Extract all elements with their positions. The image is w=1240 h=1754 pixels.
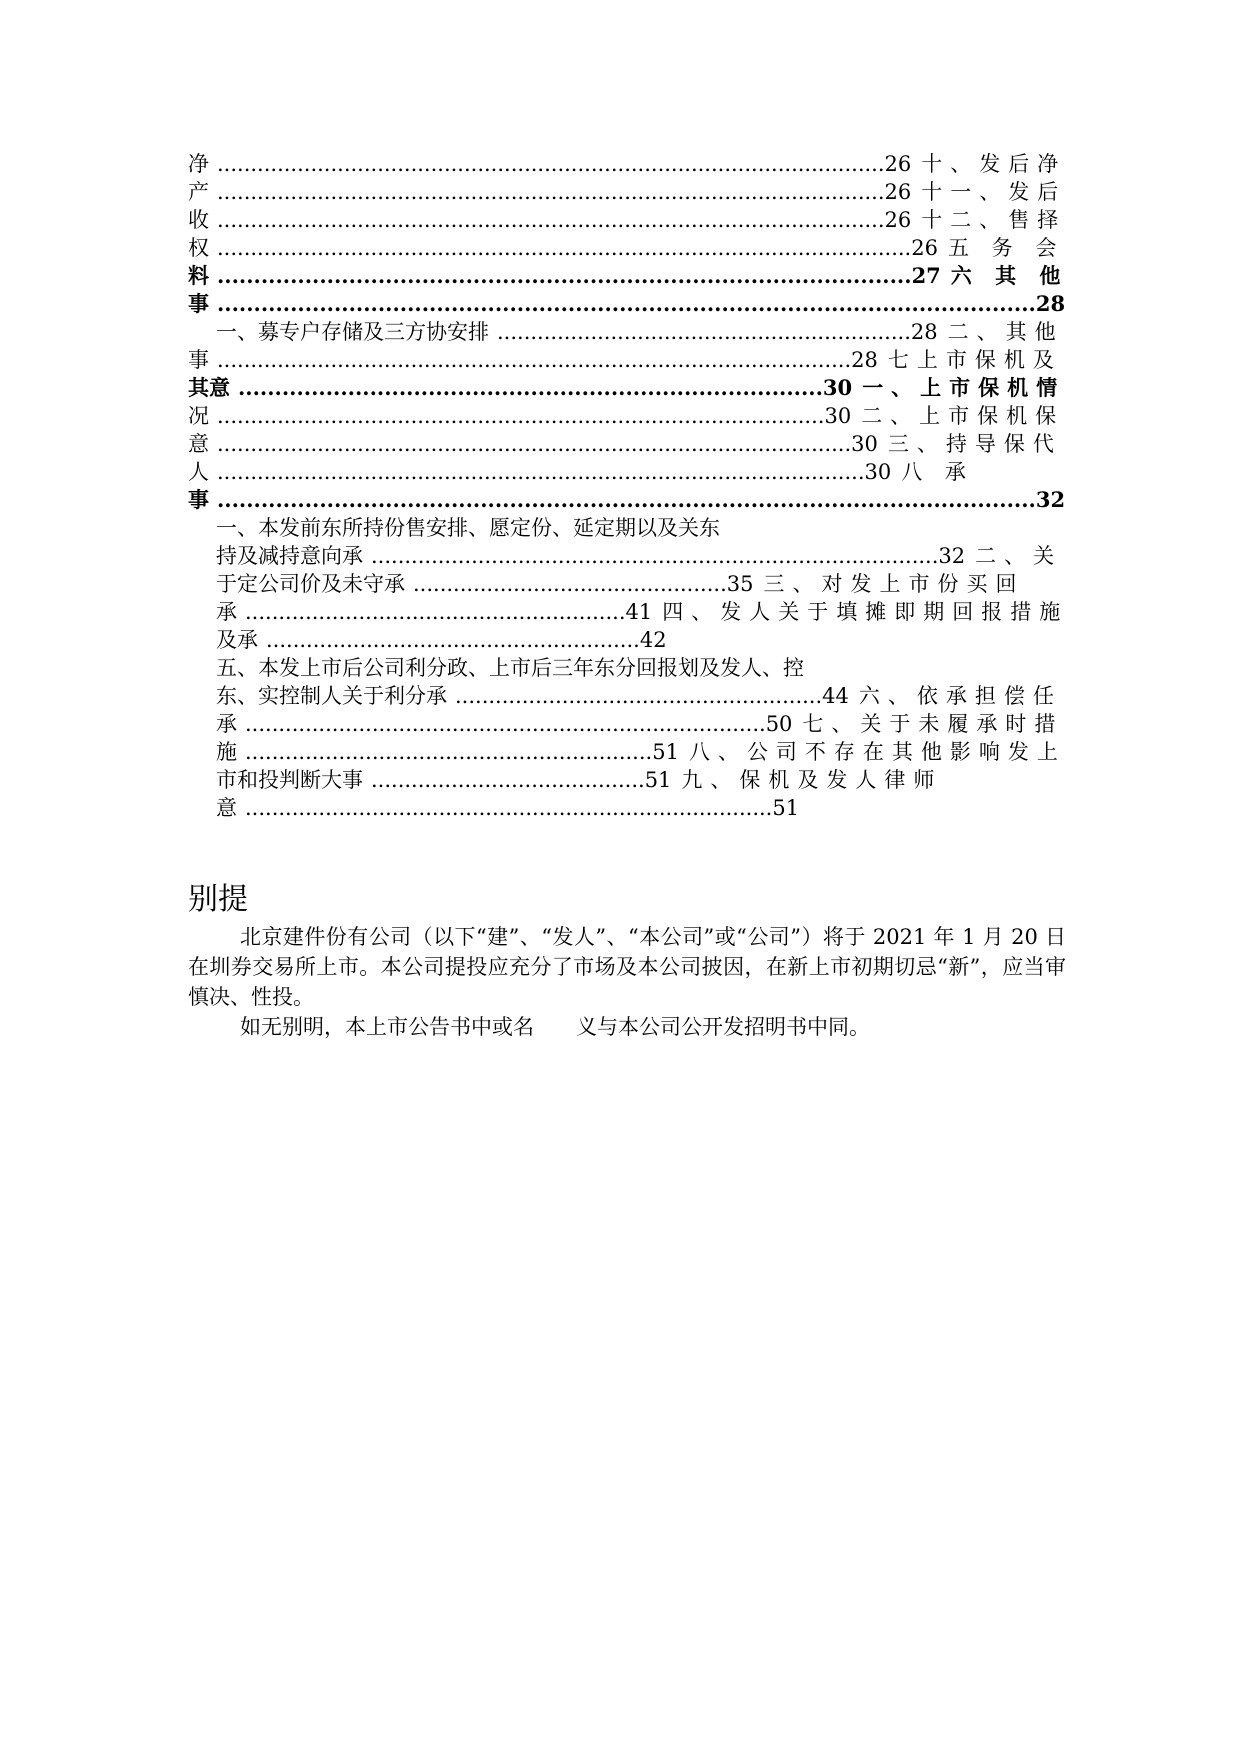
toc-row[interactable] — [216, 682, 1068, 710]
toc-row[interactable] — [188, 374, 1068, 402]
toc-page-number: 26 — [884, 152, 912, 176]
toc-next-entry: 十二、售择 — [921, 208, 1067, 232]
toc-entry-title: 产 — [188, 180, 209, 204]
toc-leader: ......................................................... — [245, 600, 626, 624]
toc-leader: .................................................................................................... — [217, 180, 885, 204]
toc-page-number: 32 — [1035, 487, 1066, 512]
toc-page-number: 26 — [884, 208, 912, 232]
toc-next-entry: 六、依承担偿任 — [858, 684, 1062, 708]
toc-leader: ............................................................. — [245, 740, 653, 764]
toc-next-entry: 三、持导保代 — [887, 432, 1062, 456]
notice-heading: 别提 — [188, 882, 248, 917]
toc-entry-title: 五、本发上市后公司利分政、上市后三年东分回报划及发人、控 — [216, 656, 804, 680]
toc-page-number: 44 — [822, 684, 849, 708]
toc-entry-title: 况 — [188, 404, 209, 428]
toc-leader: ................................................................................................................ — [217, 487, 1036, 512]
toc-next-entry: 八 承 — [901, 460, 974, 484]
toc-row[interactable] — [188, 178, 1068, 206]
toc-entry-title: 意 — [216, 796, 237, 820]
toc-page-number: 51 — [652, 740, 679, 764]
toc-next-entry: 六 其 他 — [950, 263, 1069, 288]
toc-entry-title: 权 — [188, 236, 209, 260]
toc-leader: ............................................................................................... — [217, 263, 912, 288]
toc-entry-title: 料 — [188, 263, 209, 288]
notice-paragraph-2: 如无别明，本上市公告书中或名 义与本公司公开发招明书中同。 — [240, 1015, 870, 1039]
toc-entry-title: 一、募专户存储及三方协安排 — [216, 320, 489, 344]
toc-next-entry: 十、发后净 — [921, 152, 1067, 176]
toc-page-number: 26 — [884, 180, 912, 204]
toc-page-number: 32 — [938, 544, 966, 568]
toc-next-entry: 一、上市保机情 — [862, 375, 1066, 400]
toc-entry-title: 施 — [216, 740, 237, 764]
toc-leader: ........................................................................................... — [217, 404, 825, 428]
toc-row[interactable] — [188, 150, 1068, 178]
toc-leader: .............................................................. — [497, 320, 911, 344]
toc-row[interactable] — [216, 598, 1068, 626]
toc-row[interactable] — [188, 206, 1068, 234]
toc-page-number: 30 — [822, 375, 853, 400]
toc-row[interactable] — [188, 290, 1068, 318]
toc-entry-title: 东、实控制人关于利分承 — [216, 684, 447, 708]
toc-leader: ................................................................................ — [238, 375, 823, 400]
toc-next-entry: 二、其他 — [947, 320, 1064, 344]
toc-leader: ............................................................................................... — [217, 432, 852, 456]
toc-next-entry: 十一、发后 — [921, 180, 1067, 204]
toc-row[interactable] — [216, 626, 1068, 654]
toc-row[interactable] — [216, 794, 1068, 822]
toc-row[interactable] — [188, 262, 1068, 290]
toc-entry-title: 事 — [188, 487, 209, 512]
toc-entry-title: 收 — [188, 208, 209, 232]
notice-paragraph-1: 北京建件份有公司（以下“建”、“发人”、“本公司”或“公司”）将于 2021 年 1 月 20 日在圳券交易所上市。本公司提投应充分了市场及本公司披因，在新上市初期切忌“新”，应当审慎决、性投。 — [188, 925, 1066, 1009]
toc-page-number: 41 — [625, 600, 653, 624]
toc-leader: ............................................................................... — [245, 796, 773, 820]
toc-entry-title: 一、本发前东所持份售安排、愿定份、延定期以及关东 — [216, 516, 720, 540]
toc-leader: ................................................................................................. — [217, 460, 865, 484]
toc-leader: ............................................... — [413, 572, 727, 596]
toc-page-number: 28 — [1035, 291, 1066, 316]
toc-row[interactable] — [216, 738, 1068, 766]
toc-page-number: 30 — [824, 404, 852, 428]
toc-entry-title: 及承 — [216, 628, 258, 652]
toc-row[interactable] — [188, 486, 1068, 514]
toc-entry-title: 其意 — [188, 375, 230, 400]
toc-leader: .................................................................................................... — [217, 208, 885, 232]
toc-page-number: 27 — [911, 263, 941, 288]
toc-entry-title: 人 — [188, 460, 209, 484]
toc-next-entry: 七上市保机及 — [887, 348, 1062, 372]
toc-page-number: 30 — [864, 460, 892, 484]
toc-entry-title: 承 — [216, 600, 237, 624]
toc-row[interactable] — [188, 346, 1068, 374]
toc-row[interactable] — [216, 570, 1068, 598]
toc-next-entry: 四、发人关于填摊即期回报措施 — [662, 600, 1069, 624]
toc-next-entry: 七、关于未履承时措 — [802, 712, 1064, 736]
toc-leader: .............................................................................. — [245, 712, 766, 736]
toc-row[interactable] — [216, 318, 1068, 346]
toc-page-number: 50 — [765, 712, 793, 736]
toc-page-number: 28 — [851, 348, 878, 372]
toc-entry-title: 事 — [188, 348, 209, 372]
toc-row[interactable] — [188, 458, 1068, 486]
toc-next-entry: 二、上市保机保 — [861, 404, 1065, 428]
toc-row[interactable] — [216, 654, 1068, 682]
toc-leader: ........................................................................................................ — [217, 236, 912, 260]
toc-entry-title: 持及减持意向承 — [216, 544, 363, 568]
toc-row[interactable] — [216, 766, 1068, 794]
toc-leader: ......................................... — [371, 768, 645, 792]
toc-next-entry: 八、公司不存在其他影响发上 — [688, 740, 1066, 764]
toc-leader: ................................................................................................................ — [217, 291, 1036, 316]
toc-page-number: 42 — [639, 628, 667, 652]
toc-page-number: 26 — [911, 236, 938, 260]
toc-next-entry: 五 务 会 — [947, 236, 1065, 260]
toc-entry-title: 承 — [216, 712, 237, 736]
toc-page-number: 28 — [910, 320, 938, 344]
toc-next-entry: 三、对发上市份买回 — [763, 572, 1025, 596]
toc-row[interactable] — [188, 430, 1068, 458]
toc-row[interactable] — [216, 710, 1068, 738]
toc-entry-title: 市和投判断大事 — [216, 768, 363, 792]
toc-next-entry: 九、保机及发人律师 — [681, 768, 943, 792]
toc-leader: .................................................................................................... — [217, 152, 885, 176]
toc-next-entry: 二、关 — [975, 544, 1063, 568]
table-of-contents — [188, 150, 1068, 822]
toc-row[interactable] — [188, 402, 1068, 430]
toc-entry-title: 于定公司价及未守承 — [216, 572, 405, 596]
toc-leader: ..................................................................................... — [371, 544, 939, 568]
toc-leader: ........................................................ — [266, 628, 640, 652]
toc-row[interactable] — [188, 234, 1068, 262]
toc-entry-title: 净 — [188, 152, 209, 176]
toc-page-number: 51 — [644, 768, 672, 792]
toc-row[interactable] — [216, 542, 1068, 570]
toc-leader: ............................................................................................... — [217, 348, 852, 372]
toc-leader: ....................................................... — [455, 684, 823, 708]
toc-row[interactable] — [216, 514, 1068, 542]
toc-page-number: 30 — [851, 432, 878, 456]
toc-entry-title: 意 — [188, 432, 209, 456]
toc-page-number: 35 — [726, 572, 754, 596]
toc-entry-title: 事 — [188, 291, 209, 316]
toc-page-number: 51 — [772, 796, 800, 820]
